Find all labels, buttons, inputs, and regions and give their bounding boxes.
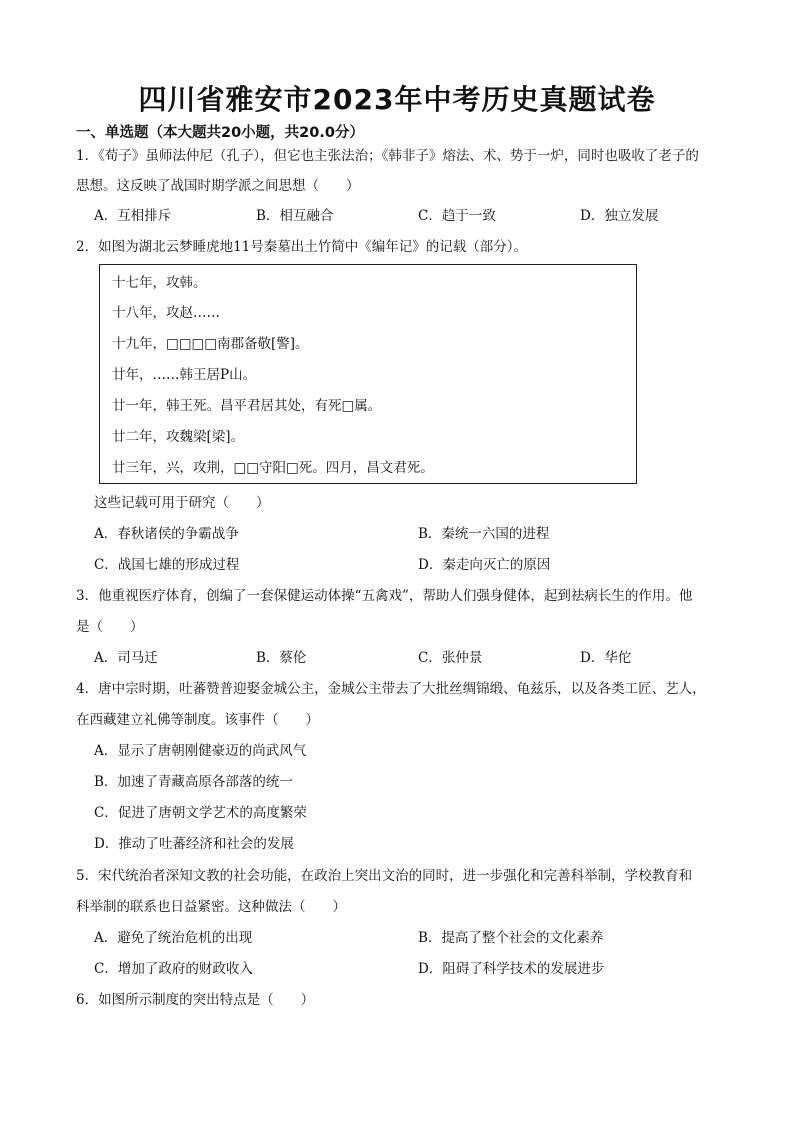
source-line: 十九年，□□□□南郡备敬[警]。 [112,336,309,352]
question-2-option-a: A．春秋诸侯的争霸战争 [94,526,239,542]
question-3-option-d: D．华佗 [580,650,632,666]
question-1-stem-line-2: 思想。这反映了战国时期学派之间思想（ ） [76,178,360,194]
question-3-option-a: A．司马迁 [94,650,158,666]
question-3-stem-line-2: 是（ ） [76,619,144,635]
question-2-option-b: B．秦统一六国的进程 [418,526,550,542]
question-4-option-b: B．加速了青藏高原各部落的统一 [94,774,293,790]
question-4-stem-line-1: 4．唐中宗时期，吐蕃赞普迎娶金城公主，金城公主带去了大批丝绸锦缎、龟兹乐，以及各类工匠、艺人， [76,681,706,697]
source-line: 廿一年，韩王死。昌平君居其处，有死□属。 [112,398,382,414]
question-5-option-a: A．避免了统治危机的出现 [94,930,253,946]
question-4-option-d: D．推动了吐蕃经济和社会的发展 [94,836,294,852]
question-2-prompt: 这些记载可用于研究（ ） [94,495,270,511]
question-5-option-c: C．增加了政府的财政收入 [94,961,253,977]
question-4-option-a: A．显示了唐朝刚健豪迈的尚武风气 [94,743,307,759]
question-1-option-b: B．相互融合 [256,208,334,224]
question-2-option-d: D．秦走向灭亡的原因 [418,557,551,573]
question-2-option-c: C．战国七雄的形成过程 [94,557,240,573]
question-1-option-a: A．互相排斥 [94,208,172,224]
question-5-stem-line-2: 科举制的联系也日益紧密。这种做法（ ） [76,899,346,915]
question-1-option-d: D．独立发展 [580,208,659,224]
page-title: 四川省雅安市2023年中考历史真题试卷 [138,83,656,116]
source-line: 十八年，攻赵…… [112,305,220,321]
question-4-stem-line-2: 在西藏建立礼佛等制度。该事件（ ） [76,712,319,728]
question-3-stem-line-1: 3．他重视医疗体育，创编了一套保健运动体操“五禽戏”，帮助人们强身健体，起到祛病长生的作用。他 [76,588,693,604]
question-3-option-c: C．张仲景 [418,650,483,666]
source-line: 廿年，……韩王居P山。 [112,367,257,383]
section-heading: 一、单选题（本大题共20小题，共20.0分） [76,125,364,141]
question-4-option-c: C．促进了唐朝文学艺术的高度繁荣 [94,805,307,821]
question-5-option-d: D．阻碍了科学技术的发展进步 [418,961,605,977]
source-line: 十七年，攻韩。 [112,275,207,291]
source-line: 廿二年，攻魏梁[梁]。 [112,429,245,445]
question-5-option-b: B．提高了整个社会的文化素养 [418,930,604,946]
question-3-option-b: B．蔡伦 [256,650,307,666]
question-6-stem: 6．如图所示制度的突出特点是（ ） [76,992,315,1008]
question-2-source-box [99,264,637,484]
question-5-stem-line-1: 5．宋代统治者深知文教的社会功能，在政治上突出文治的同时，进一步强化和完善科举制，学校教育和 [76,868,693,884]
question-2-stem: 2．如图为湖北云梦睡虎地11号秦墓出土竹简中《编年记》的记载（部分）。 [76,239,528,255]
source-line: 廿三年，兴，攻荆，□□守阳□死。四月，昌文君死。 [112,460,434,476]
question-1-stem-line-1: 1．《荀子》虽师法仲尼（孔子），但它也主张法治；《韩非子》熔法、术、势于一炉，同时也吸收了老子的 [76,148,699,164]
question-1-option-c: C．趋于一致 [418,208,496,224]
